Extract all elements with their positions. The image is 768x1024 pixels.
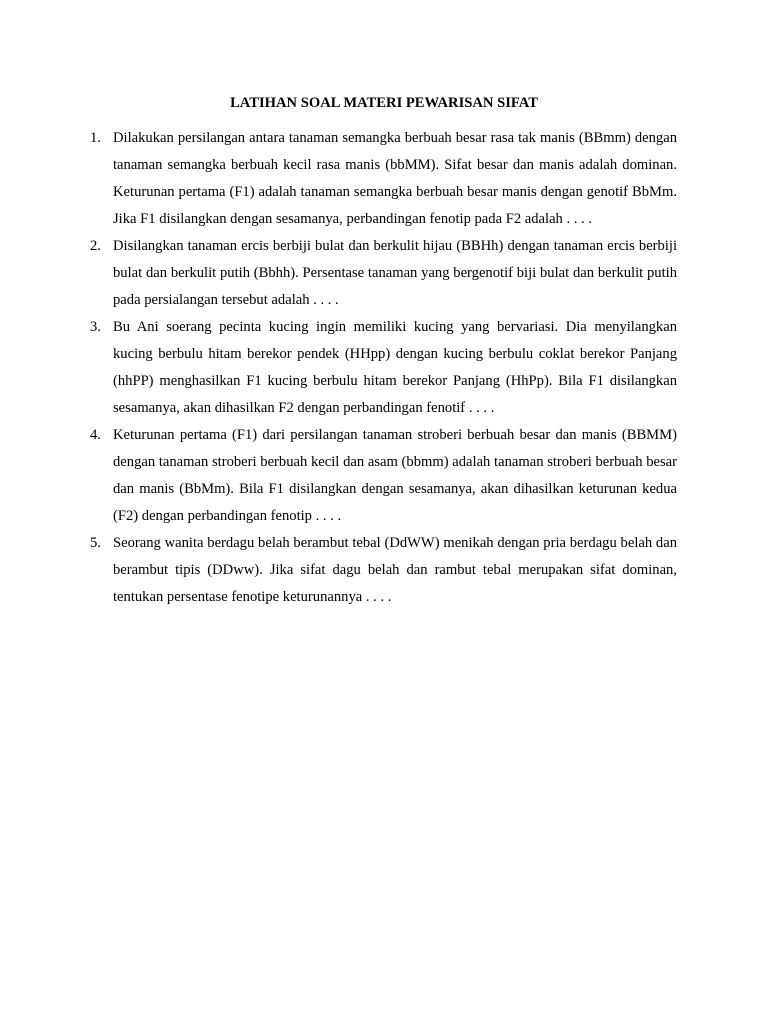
question-text: Disilangkan tanaman ercis berbiji bulat dan berkulit hijau (BBHh) dengan tanaman ercis berbiji bulat dan berkulit putih (Bbhh). Persentase tanaman yang bergenotif biji bulat dan berkulit putih pada persialangan tersebut adalah . . . . — [113, 238, 677, 308]
question-item-5 — [90, 530, 677, 611]
question-number: 3. — [90, 319, 101, 335]
question-text: Seorang wanita berdagu belah berambut tebal (DdWW) menikah dengan pria berdagu belah dan berambut tipis (DDww). Jika sifat dagu belah dan rambut tebal merupakan sifat dominan, tentukan persentase fenotipe keturunannya . . . . — [113, 535, 677, 605]
question-text: Dilakukan persilangan antara tanaman semangka berbuah besar rasa tak manis (BBmm) dengan tanaman semangka berbuah kecil rasa manis (bbMM). Sifat besar dan manis adalah dominan. Keturunan pertama (F1) adalah tanaman semangka berbuah besar manis dengan genotif BbMm. Jika F1 disilangkan dengan sesamanya, perbandingan fenotip pada F2 adalah . . . . — [113, 130, 677, 227]
question-item-1 — [90, 125, 677, 233]
question-item-2 — [90, 233, 677, 314]
question-number: 5. — [90, 535, 101, 551]
question-text: Keturunan pertama (F1) dari persilangan tanaman stroberi berbuah besar dan manis (BBMM) dengan tanaman stroberi berbuah kecil dan asam (bbmm) adalah tanaman stroberi berbuah besar dan manis (BbMm). Bila F1 disilangkan dengan sesamanya, akan dihasilkan keturunan kedua (F2) dengan perbandingan fenotip . . . . — [113, 427, 677, 524]
question-list — [90, 125, 677, 611]
question-text: Bu Ani soerang pecinta kucing ingin memiliki kucing yang bervariasi. Dia menyilangkan kucing berbulu hitam berekor pendek (HHpp) dengan kucing berbulu coklat berekor Panjang (hhPP) menghasilkan F1 kucing berbulu hitam berekor Panjang (HhPp). Bila F1 disilangkan sesamanya, akan dihasilkan F2 dengan perbandingan fenotif . . . . — [113, 319, 677, 416]
question-number: 2. — [90, 238, 101, 254]
question-item-4 — [90, 422, 677, 530]
document-title: LATIHAN SOAL MATERI PEWARISAN SIFAT — [230, 95, 538, 111]
question-number: 4. — [90, 427, 101, 443]
question-item-3 — [90, 314, 677, 422]
question-number: 1. — [90, 130, 101, 146]
